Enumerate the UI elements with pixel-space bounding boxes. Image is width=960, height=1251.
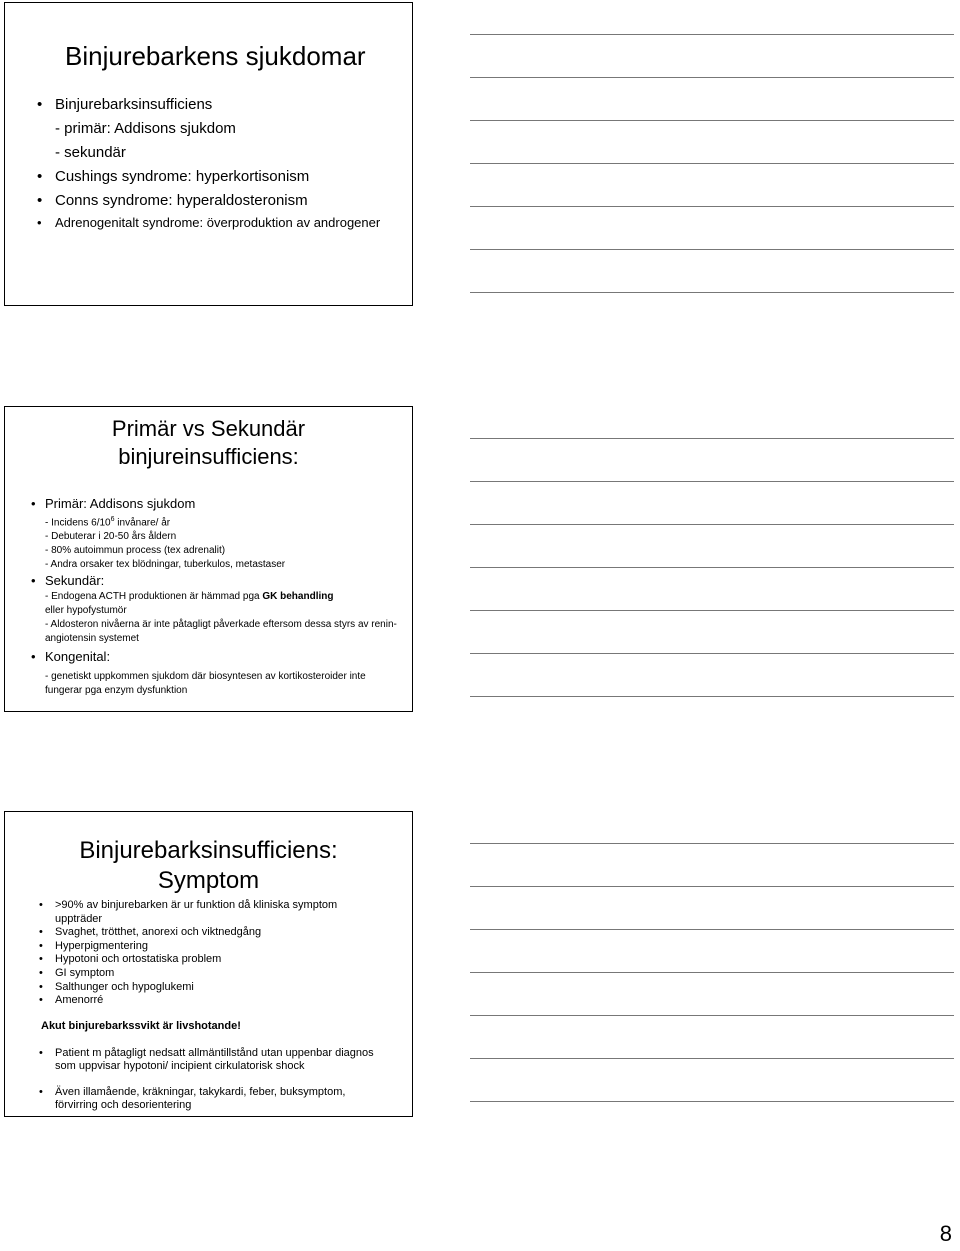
note-line	[470, 886, 954, 887]
list-item: • Kongenital:	[45, 648, 405, 666]
notes-lines-1	[470, 34, 954, 335]
list-item: • Adrenogenitalt syndrome: överproduktion av androgener	[55, 215, 380, 231]
note-line	[470, 653, 954, 654]
list-item: - 80% autoimmun process (tex adrenalit)	[45, 545, 226, 557]
list-item: • Conns syndrome: hyperaldosteronism	[55, 189, 380, 213]
slide-2	[4, 406, 413, 712]
note-line	[470, 481, 954, 482]
note-line	[470, 843, 954, 844]
slide-3-title-line1: Binjurebarksinsufficiens:	[79, 837, 338, 864]
slide-1-list	[55, 93, 380, 231]
list-item: - genetiskt uppkommen sjukdom där biosyntesen av kortikosteroider inte fungerar pga enzym dysfunktion	[45, 671, 366, 697]
slide-2-title-line2: binjureinsufficiens:	[118, 444, 299, 469]
acth-cont: eller hypofystumör	[45, 605, 127, 617]
list-item: - Andra orsaker tex blödningar, tuberkulos, metastaser	[45, 559, 286, 571]
list-item: • Patient m påtagligt nedsatt allmäntillstånd utan uppenbar diagnos som uppvisar hypotoni/ incipient cirkulatorisk shock	[55, 1047, 385, 1072]
note-line	[470, 1058, 954, 1059]
note-line	[470, 929, 954, 930]
list-item: - Aldosteron nivåerna är inte påtagligt påverkade eftersom dessa styrs av renin-angiotensin systemet	[45, 619, 397, 645]
note-line	[470, 292, 954, 293]
slide-2-list	[45, 495, 405, 698]
akut-list	[55, 1047, 385, 1125]
list-item: • Cushings syndrome: hyperkortisonism	[55, 165, 380, 189]
note-line	[470, 1101, 954, 1102]
note-line	[470, 34, 954, 35]
list-item: • Hyperpigmentering	[55, 940, 385, 954]
list-item: • Även illamående, kräkningar, takykardi, feber, buksymptom, förvirring och desorientering	[55, 1086, 385, 1111]
list-item: - primär: Addisons sjukdom	[55, 120, 236, 137]
notes-lines-3	[470, 843, 954, 1144]
list-item	[45, 513, 405, 530]
note-line	[470, 696, 954, 697]
list-item: • Sekundär:	[45, 572, 405, 590]
slide-2-title	[5, 415, 412, 471]
note-line	[470, 120, 954, 121]
note-line	[470, 77, 954, 78]
list-item: • >90% av binjurebarken är ur funktion då kliniska symptom uppträder	[55, 899, 385, 926]
list-item: • Svaghet, trötthet, anorexi och viktnedgång	[55, 926, 385, 940]
incidence-text: - Incidens 6/10	[45, 517, 111, 529]
slide-1	[4, 2, 413, 306]
list-item: • Hypotoni och ortostatiska problem	[55, 953, 385, 967]
incidence-exponent: 6	[110, 516, 115, 523]
list-item: - sekundär	[55, 144, 126, 161]
slide-3-title-line2: Symptom	[157, 867, 260, 894]
slide-2-title-line1: Primär vs Sekundär	[111, 416, 306, 441]
note-line	[470, 524, 954, 525]
list-item: - Debuterar i 20-50 års åldern	[45, 531, 177, 543]
note-line	[470, 1015, 954, 1016]
note-line	[470, 206, 954, 207]
slide-1-title: Binjurebarkens sjukdomar	[65, 41, 366, 71]
note-line	[470, 163, 954, 164]
akut-heading: Akut binjurebarkssvikt är livshotande!	[41, 1020, 241, 1032]
slide-3-title	[5, 836, 412, 896]
note-line	[470, 567, 954, 568]
symptom-list	[55, 899, 385, 1008]
acth-text: - Endogena ACTH produktionen är hämmad pga	[45, 591, 260, 603]
list-item	[45, 590, 405, 618]
note-line	[470, 972, 954, 973]
list-item: • Binjurebarksinsufficiens	[55, 93, 380, 117]
list-item: • GI symptom	[55, 967, 385, 981]
slide-3	[4, 811, 413, 1117]
notes-lines-2	[470, 438, 954, 739]
page-number: 8	[939, 1221, 952, 1246]
list-item: • Amenorré	[55, 994, 385, 1008]
note-line	[470, 438, 954, 439]
note-line	[470, 249, 954, 250]
acth-bold: GK behandling	[262, 591, 334, 603]
list-item: • Primär: Addisons sjukdom	[45, 495, 405, 513]
list-item: • Salthunger och hypoglukemi	[55, 981, 385, 995]
incidence-unit: invånare/ år	[114, 517, 171, 529]
note-line	[470, 610, 954, 611]
